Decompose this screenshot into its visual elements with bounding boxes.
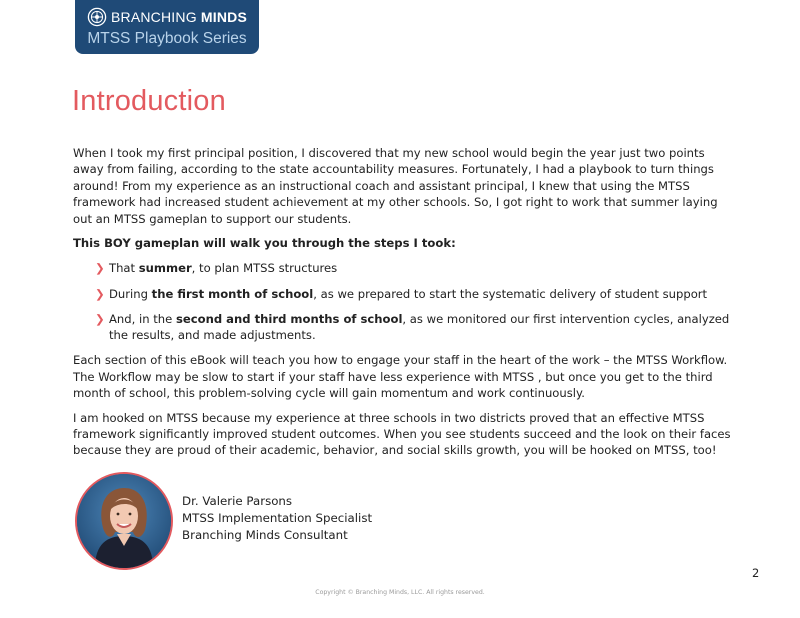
closing-paragraph: I am hooked on MTSS because my experience at three schools in two districts proved that an effective MTSS framework significantly improved student outcomes. When you see students succeed and the look on their faces because they are proud of their academic, behavior, and social skills growth, you will be hooked on MTSS, too! [73,410,731,458]
body-content [73,145,738,467]
brand-row [75,7,259,27]
steps-lead: This BOY gameplan will walk you through the steps I took: [73,236,456,251]
brand-header-tab [75,0,259,54]
list-item: ❯ That summer, to plan MTSS structures [95,261,338,276]
list-item: ❯ During the first month of school, as we prepared to start the systematic delivery of student support [95,286,708,301]
author-photo [75,472,173,570]
workflow-paragraph: Each section of this eBook will teach you how to engage your staff in the heart of the work – the MTSS Workflow. The Workflow may be slow to start if your staff have less experience with MTSS , but once you get to the third month of school, this problem-solving cycle will gain momentum and work continuously. [73,353,728,401]
branching-minds-logo-icon [87,7,107,27]
intro-paragraph: When I took my first principal position, I discovered that my new school would begin the year just two points away from failing, according to the state accountability measures. Fortunately, I had a playbook to turn things around! From my experience as an instructional coach and assistant principal, I knew that using the MTSS framework had increased student achievement at my other schools. So, I got right to work that summer laying out an MTSS gameplan to support our students. [73,146,718,226]
page-title: Introduction [72,85,226,117]
author-org: Branching Minds Consultant [182,528,348,542]
page-number: 2 [752,566,760,580]
list-item: ❯ And, in the second and third months of school, as we monitored our first intervention cycles, analyzed the results, and made adjustments. [95,311,730,343]
chevron-right-icon: ❯ [95,311,105,326]
chevron-right-icon: ❯ [95,286,105,301]
brand-name: BRANCHING MINDS [110,9,248,25]
copyright-notice: Copyright © Branching Minds, LLC. All rights reserved. [315,589,485,596]
steps-list [73,260,738,343]
author-name: Dr. Valerie Parsons [182,494,293,508]
chevron-right-icon: ❯ [95,261,105,276]
author-role: MTSS Implementation Specialist [182,511,373,525]
author-details [182,493,372,544]
author-signature [75,472,475,570]
series-title: MTSS Playbook Series [87,30,247,47]
